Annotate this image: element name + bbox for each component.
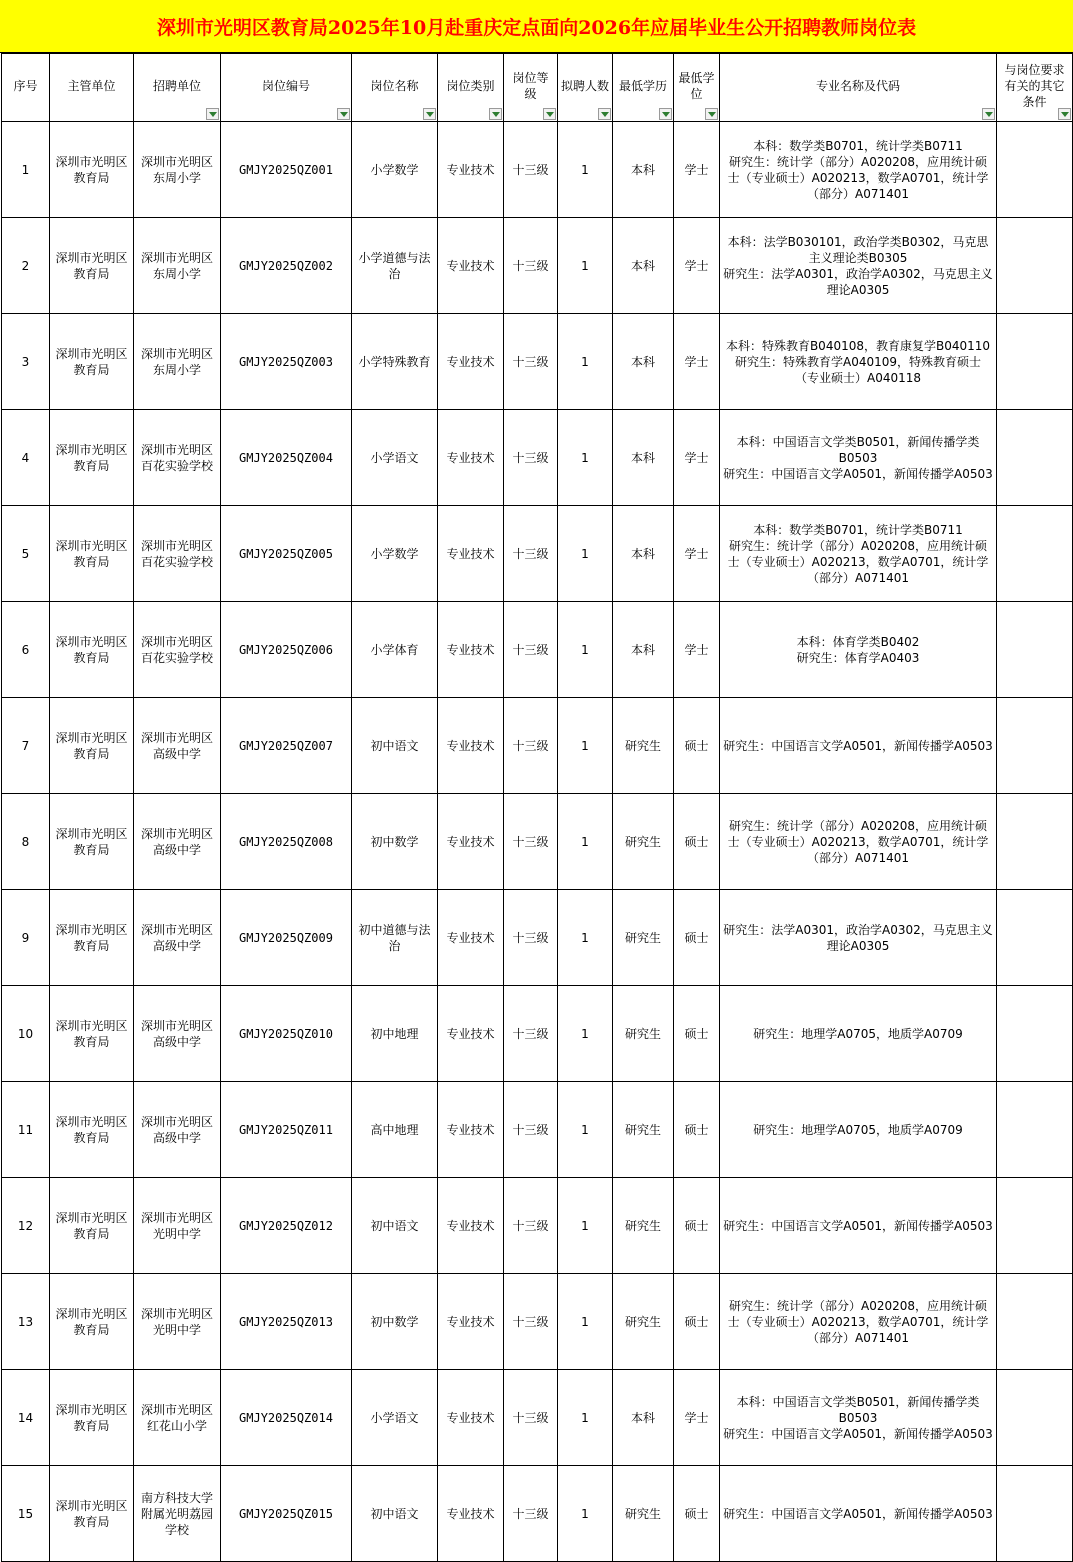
filter-dropdown-icon[interactable] [982, 108, 995, 120]
cell-post-type[interactable]: 专业技术 [438, 122, 504, 218]
cell-other[interactable] [997, 602, 1073, 698]
cell-post-name[interactable]: 初中语文 [352, 1466, 438, 1562]
major-line: 本科：法学B030101，政治学类B0302，马克思主义理论类B0305 [727, 234, 989, 265]
filter-dropdown-icon[interactable] [598, 108, 611, 120]
cell-post-name[interactable]: 初中语文 [352, 1178, 438, 1274]
major-line: 研究生：中国语言文学A0501，新闻传播学A0503 [723, 1218, 993, 1233]
cell-employer[interactable]: 深圳市光明区高级中学 [134, 890, 221, 986]
cell-employer[interactable]: 深圳市光明区高级中学 [134, 1082, 221, 1178]
header-min-education: 最低学历 [613, 54, 674, 122]
major-line: 研究生：中国语言文学A0501，新闻传播学A0503 [723, 1506, 993, 1521]
cell-post-code[interactable]: GMJY2025QZ007 [221, 698, 352, 794]
cell-other[interactable] [997, 1274, 1073, 1370]
cell-post-code[interactable]: GMJY2025QZ014 [221, 1370, 352, 1466]
cell-count[interactable]: 1 [558, 1370, 613, 1466]
cell-min-degree[interactable]: 硕士 [674, 794, 720, 890]
cell-min-degree[interactable]: 学士 [674, 314, 720, 410]
cell-major[interactable] [720, 602, 997, 698]
cell-other[interactable] [997, 1466, 1073, 1562]
cell-post-grade[interactable]: 十三级 [504, 794, 558, 890]
cell-post-type[interactable]: 专业技术 [438, 794, 504, 890]
cell-post-type[interactable]: 专业技术 [438, 1466, 504, 1562]
cell-post-grade[interactable]: 十三级 [504, 506, 558, 602]
cell-post-type[interactable]: 专业技术 [438, 410, 504, 506]
cell-other[interactable] [997, 506, 1073, 602]
cell-post-type[interactable]: 专业技术 [438, 314, 504, 410]
table-row [2, 1082, 1073, 1178]
cell-post-grade[interactable]: 十三级 [504, 890, 558, 986]
cell-seq[interactable]: 6 [2, 602, 50, 698]
cell-employer[interactable]: 深圳市光明区百花实验学校 [134, 602, 221, 698]
cell-authority[interactable]: 深圳市光明区教育局 [50, 1274, 134, 1370]
cell-major[interactable] [720, 890, 997, 986]
cell-post-grade[interactable]: 十三级 [504, 986, 558, 1082]
table-row [2, 698, 1073, 794]
cell-count[interactable]: 1 [558, 218, 613, 314]
cell-major[interactable] [720, 410, 997, 506]
cell-major[interactable] [720, 1370, 997, 1466]
cell-post-type[interactable]: 专业技术 [438, 890, 504, 986]
cell-count[interactable]: 1 [558, 890, 613, 986]
cell-count[interactable]: 1 [558, 1178, 613, 1274]
cell-count[interactable]: 1 [558, 506, 613, 602]
header-post-type: 岗位类别 [438, 54, 504, 122]
cell-min-degree[interactable]: 学士 [674, 602, 720, 698]
cell-min-education[interactable]: 研究生 [613, 986, 674, 1082]
cell-min-education[interactable]: 本科 [613, 218, 674, 314]
cell-min-education[interactable]: 研究生 [613, 890, 674, 986]
cell-post-code[interactable]: GMJY2025QZ001 [221, 122, 352, 218]
cell-count[interactable]: 1 [558, 1466, 613, 1562]
cell-employer[interactable]: 深圳市光明区东周小学 [134, 218, 221, 314]
cell-other[interactable] [997, 794, 1073, 890]
cell-count[interactable]: 1 [558, 122, 613, 218]
cell-authority[interactable]: 深圳市光明区教育局 [50, 1370, 134, 1466]
cell-authority[interactable]: 深圳市光明区教育局 [50, 506, 134, 602]
cell-major[interactable] [720, 1082, 997, 1178]
table-row [2, 1274, 1073, 1370]
table-row [2, 602, 1073, 698]
cell-employer[interactable]: 深圳市光明区高级中学 [134, 794, 221, 890]
header-min-degree: 最低学位 [674, 54, 720, 122]
cell-count[interactable]: 1 [558, 1082, 613, 1178]
cell-authority[interactable]: 深圳市光明区教育局 [50, 698, 134, 794]
filter-dropdown-icon[interactable] [659, 108, 672, 120]
filter-dropdown-icon[interactable] [489, 108, 502, 120]
table-row [2, 314, 1073, 410]
page-title: 深圳市光明区教育局2025年10月赴重庆定点面向2026年应届毕业生公开招聘教师岗位表 [156, 16, 917, 39]
cell-min-degree[interactable]: 硕士 [674, 698, 720, 794]
filter-dropdown-icon[interactable] [1058, 108, 1071, 120]
cell-post-type[interactable]: 专业技术 [438, 986, 504, 1082]
table-row [2, 890, 1073, 986]
cell-min-education[interactable]: 研究生 [613, 1466, 674, 1562]
cell-employer[interactable]: 深圳市光明区光明中学 [134, 1274, 221, 1370]
table-row [2, 1178, 1073, 1274]
cell-employer[interactable]: 深圳市光明区高级中学 [134, 698, 221, 794]
cell-post-code[interactable]: GMJY2025QZ003 [221, 314, 352, 410]
cell-post-code[interactable]: GMJY2025QZ009 [221, 890, 352, 986]
cell-major[interactable] [720, 698, 997, 794]
cell-other[interactable] [997, 314, 1073, 410]
cell-min-degree[interactable]: 学士 [674, 506, 720, 602]
major-line: 研究生：中国语言文学A0501，新闻传播学A0503 [723, 466, 993, 481]
cell-min-degree[interactable]: 硕士 [674, 890, 720, 986]
cell-post-grade[interactable]: 十三级 [504, 122, 558, 218]
cell-post-code[interactable]: GMJY2025QZ005 [221, 506, 352, 602]
cell-count[interactable]: 1 [558, 410, 613, 506]
cell-min-degree[interactable]: 学士 [674, 1370, 720, 1466]
cell-post-name[interactable]: 小学道德与法治 [352, 218, 438, 314]
major-line: 本科：中国语言文学类B0501，新闻传播学类B0503 [736, 1394, 980, 1425]
cell-min-education[interactable]: 本科 [613, 122, 674, 218]
cell-seq[interactable]: 2 [2, 218, 50, 314]
cell-post-type[interactable]: 专业技术 [438, 1370, 504, 1466]
cell-employer[interactable]: 深圳市光明区东周小学 [134, 314, 221, 410]
cell-authority[interactable]: 深圳市光明区教育局 [50, 314, 134, 410]
header-count: 拟聘人数 [558, 54, 613, 122]
cell-min-degree[interactable]: 硕士 [674, 1466, 720, 1562]
cell-post-grade[interactable]: 十三级 [504, 698, 558, 794]
cell-seq[interactable]: 3 [2, 314, 50, 410]
cell-seq[interactable]: 13 [2, 1274, 50, 1370]
table-row [2, 506, 1073, 602]
filter-dropdown-icon[interactable] [705, 108, 718, 120]
cell-employer[interactable]: 深圳市光明区东周小学 [134, 122, 221, 218]
cell-post-grade[interactable]: 十三级 [504, 1082, 558, 1178]
cell-employer[interactable]: 南方科技大学附属光明荔园学校 [134, 1466, 221, 1562]
major-line: 研究生：统计学（部分）A020208，应用统计硕士（专业硕士）A020213，数学A0701，统计学（部分）A071401 [727, 154, 989, 201]
table-row [2, 1466, 1073, 1562]
major-line: 本科：特殊教育B040108，教育康复学B040110 [725, 338, 991, 353]
cell-authority[interactable]: 深圳市光明区教育局 [50, 1466, 134, 1562]
cell-post-grade[interactable]: 十三级 [504, 218, 558, 314]
cell-min-degree[interactable]: 硕士 [674, 1082, 720, 1178]
cell-post-code[interactable]: GMJY2025QZ013 [221, 1274, 352, 1370]
title-bar [0, 0, 1073, 53]
major-line: 研究生：地理学A0705，地质学A0709 [753, 1026, 963, 1041]
cell-count[interactable]: 1 [558, 794, 613, 890]
cell-authority[interactable]: 深圳市光明区教育局 [50, 890, 134, 986]
major-line: 本科：中国语言文学类B0501，新闻传播学类B0503 [736, 434, 980, 465]
cell-min-education[interactable]: 研究生 [613, 698, 674, 794]
cell-post-name[interactable]: 初中语文 [352, 698, 438, 794]
cell-post-name[interactable]: 小学语文 [352, 1370, 438, 1466]
cell-employer[interactable]: 深圳市光明区百花实验学校 [134, 410, 221, 506]
major-line: 研究生：统计学（部分）A020208，应用统计硕士（专业硕士）A020213，数学A0701，统计学（部分）A071401 [727, 818, 989, 865]
major-line: 本科：数学类B0701，统计学类B0711 [753, 138, 963, 153]
cell-seq[interactable]: 12 [2, 1178, 50, 1274]
cell-seq[interactable]: 15 [2, 1466, 50, 1562]
cell-post-grade[interactable]: 十三级 [504, 1466, 558, 1562]
cell-seq[interactable]: 9 [2, 890, 50, 986]
recruitment-table [1, 53, 1073, 1562]
cell-authority[interactable]: 深圳市光明区教育局 [50, 602, 134, 698]
header-authority: 主管单位 [50, 54, 134, 122]
major-line: 研究生：地理学A0705，地质学A0709 [753, 1122, 963, 1137]
cell-count[interactable]: 1 [558, 602, 613, 698]
major-line: 研究生：特殊教育学A040109，特殊教育硕士（专业硕士）A040118 [734, 354, 982, 385]
cell-major[interactable] [720, 1466, 997, 1562]
cell-seq[interactable]: 14 [2, 1370, 50, 1466]
header-post-name: 岗位名称 [352, 54, 438, 122]
cell-post-code[interactable]: GMJY2025QZ012 [221, 1178, 352, 1274]
cell-seq[interactable]: 7 [2, 698, 50, 794]
cell-employer[interactable]: 深圳市光明区红花山小学 [134, 1370, 221, 1466]
cell-post-type[interactable]: 专业技术 [438, 506, 504, 602]
cell-post-grade[interactable]: 十三级 [504, 314, 558, 410]
cell-seq[interactable]: 4 [2, 410, 50, 506]
cell-post-type[interactable]: 专业技术 [438, 602, 504, 698]
cell-post-name[interactable]: 初中地理 [352, 986, 438, 1082]
header-major: 专业名称及代码 [720, 54, 997, 122]
cell-post-type[interactable]: 专业技术 [438, 1082, 504, 1178]
cell-post-grade[interactable]: 十三级 [504, 1274, 558, 1370]
cell-other[interactable] [997, 122, 1073, 218]
cell-min-education[interactable]: 研究生 [613, 1178, 674, 1274]
cell-post-type[interactable]: 专业技术 [438, 218, 504, 314]
cell-count[interactable]: 1 [558, 986, 613, 1082]
cell-major[interactable] [720, 122, 997, 218]
cell-employer[interactable]: 深圳市光明区光明中学 [134, 1178, 221, 1274]
cell-major[interactable] [720, 1178, 997, 1274]
cell-min-education[interactable]: 本科 [613, 506, 674, 602]
major-line: 研究生：中国语言文学A0501，新闻传播学A0503 [723, 738, 993, 753]
cell-authority[interactable]: 深圳市光明区教育局 [50, 1178, 134, 1274]
cell-count[interactable]: 1 [558, 1274, 613, 1370]
cell-other[interactable] [997, 890, 1073, 986]
major-line: 研究生：法学A0301，政治学A0302，马克思主义理论A0305 [723, 922, 993, 953]
cell-employer[interactable]: 深圳市光明区高级中学 [134, 986, 221, 1082]
cell-min-education[interactable]: 研究生 [613, 794, 674, 890]
cell-other[interactable] [997, 410, 1073, 506]
header-employer: 招聘单位 [134, 54, 221, 122]
header-row [2, 54, 1073, 122]
filter-dropdown-icon[interactable] [423, 108, 436, 120]
cell-post-code[interactable]: GMJY2025QZ006 [221, 602, 352, 698]
cell-major[interactable] [720, 218, 997, 314]
cell-seq[interactable]: 8 [2, 794, 50, 890]
table-body [2, 122, 1073, 1562]
cell-other[interactable] [997, 986, 1073, 1082]
cell-post-code[interactable]: GMJY2025QZ010 [221, 986, 352, 1082]
filter-dropdown-icon[interactable] [206, 108, 219, 120]
cell-other[interactable] [997, 1370, 1073, 1466]
cell-count[interactable]: 1 [558, 314, 613, 410]
filter-dropdown-icon[interactable] [543, 108, 556, 120]
cell-other[interactable] [997, 698, 1073, 794]
cell-other[interactable] [997, 1082, 1073, 1178]
cell-min-education[interactable]: 研究生 [613, 1082, 674, 1178]
cell-authority[interactable]: 深圳市光明区教育局 [50, 986, 134, 1082]
cell-post-name[interactable]: 小学语文 [352, 410, 438, 506]
cell-major[interactable] [720, 314, 997, 410]
table-row [2, 122, 1073, 218]
cell-authority[interactable]: 深圳市光明区教育局 [50, 122, 134, 218]
major-line: 研究生：统计学（部分）A020208，应用统计硕士（专业硕士）A020213，数学A0701，统计学（部分）A071401 [727, 538, 989, 585]
cell-authority[interactable]: 深圳市光明区教育局 [50, 410, 134, 506]
major-line: 研究生：中国语言文学A0501，新闻传播学A0503 [723, 1426, 993, 1441]
cell-post-code[interactable]: GMJY2025QZ008 [221, 794, 352, 890]
major-line: 研究生：体育学A0403 [796, 650, 920, 665]
header-seq: 序号 [2, 54, 50, 122]
cell-major[interactable] [720, 986, 997, 1082]
cell-other[interactable] [997, 218, 1073, 314]
cell-major[interactable] [720, 1274, 997, 1370]
cell-min-education[interactable]: 本科 [613, 314, 674, 410]
cell-post-code[interactable]: GMJY2025QZ015 [221, 1466, 352, 1562]
cell-post-type[interactable]: 专业技术 [438, 698, 504, 794]
cell-min-education[interactable]: 本科 [613, 602, 674, 698]
cell-authority[interactable]: 深圳市光明区教育局 [50, 1082, 134, 1178]
cell-post-code[interactable]: GMJY2025QZ011 [221, 1082, 352, 1178]
cell-authority[interactable]: 深圳市光明区教育局 [50, 218, 134, 314]
table-row [2, 410, 1073, 506]
major-line: 研究生：法学A0301，政治学A0302，马克思主义理论A0305 [723, 266, 993, 297]
cell-count[interactable]: 1 [558, 698, 613, 794]
cell-post-type[interactable]: 专业技术 [438, 1178, 504, 1274]
cell-min-education[interactable]: 研究生 [613, 1274, 674, 1370]
cell-min-degree[interactable]: 硕士 [674, 1274, 720, 1370]
cell-min-degree[interactable]: 学士 [674, 410, 720, 506]
cell-seq[interactable]: 11 [2, 1082, 50, 1178]
header-post-grade: 岗位等级 [504, 54, 558, 122]
cell-major[interactable] [720, 506, 997, 602]
cell-major[interactable] [720, 794, 997, 890]
cell-min-degree[interactable]: 学士 [674, 218, 720, 314]
cell-post-grade[interactable]: 十三级 [504, 1178, 558, 1274]
filter-dropdown-icon[interactable] [337, 108, 350, 120]
major-line: 本科：数学类B0701，统计学类B0711 [753, 522, 963, 537]
cell-other[interactable] [997, 1178, 1073, 1274]
table-row [2, 794, 1073, 890]
cell-post-name[interactable]: 初中道德与法治 [352, 890, 438, 986]
cell-seq[interactable]: 5 [2, 506, 50, 602]
cell-min-degree[interactable]: 硕士 [674, 1178, 720, 1274]
cell-employer[interactable]: 深圳市光明区百花实验学校 [134, 506, 221, 602]
cell-min-degree[interactable]: 硕士 [674, 986, 720, 1082]
cell-min-degree[interactable]: 学士 [674, 122, 720, 218]
cell-authority[interactable]: 深圳市光明区教育局 [50, 794, 134, 890]
cell-post-name[interactable]: 高中地理 [352, 1082, 438, 1178]
cell-post-name[interactable]: 小学体育 [352, 602, 438, 698]
cell-post-name[interactable]: 初中数学 [352, 794, 438, 890]
cell-post-name[interactable]: 初中数学 [352, 1274, 438, 1370]
cell-post-name[interactable]: 小学特殊教育 [352, 314, 438, 410]
cell-post-code[interactable]: GMJY2025QZ002 [221, 218, 352, 314]
major-line: 本科：体育学类B0402 [796, 634, 920, 649]
cell-post-grade[interactable]: 十三级 [504, 1370, 558, 1466]
cell-post-code[interactable]: GMJY2025QZ004 [221, 410, 352, 506]
cell-min-education[interactable]: 本科 [613, 410, 674, 506]
major-line: 研究生：统计学（部分）A020208，应用统计硕士（专业硕士）A020213，数学A0701，统计学（部分）A071401 [727, 1298, 989, 1345]
cell-post-grade[interactable]: 十三级 [504, 410, 558, 506]
table-row [2, 218, 1073, 314]
cell-post-name[interactable]: 小学数学 [352, 506, 438, 602]
cell-post-type[interactable]: 专业技术 [438, 1274, 504, 1370]
cell-post-grade[interactable]: 十三级 [504, 602, 558, 698]
cell-min-education[interactable]: 本科 [613, 1370, 674, 1466]
cell-post-name[interactable]: 小学数学 [352, 122, 438, 218]
header-other: 与岗位要求有关的其它条件 [997, 54, 1073, 122]
table-row [2, 1370, 1073, 1466]
cell-seq[interactable]: 10 [2, 986, 50, 1082]
cell-seq[interactable]: 1 [2, 122, 50, 218]
header-post-code: 岗位编号 [221, 54, 352, 122]
table-row [2, 986, 1073, 1082]
